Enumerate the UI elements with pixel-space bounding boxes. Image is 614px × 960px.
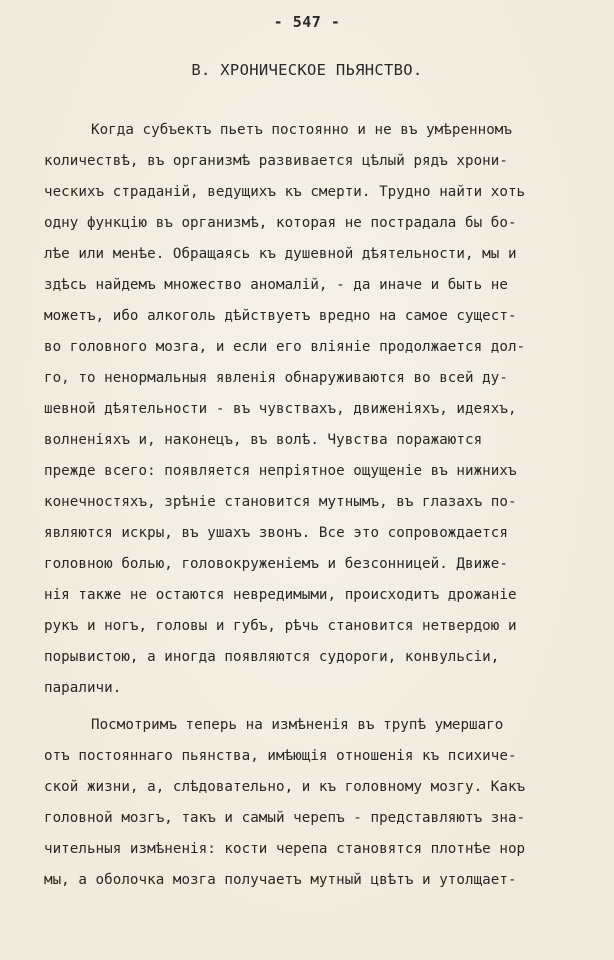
text-line: го, то ненормальныя явленія обнаруживаются во всей ду- bbox=[44, 370, 508, 386]
text-line: прежде всего: появляется непріятное ощущеніе въ нижнихъ bbox=[44, 463, 517, 479]
text-line: здѣсь найдемъ множество аномалій, - да иначе и быть не bbox=[44, 277, 508, 293]
text-line: ческихъ страданій, ведущихъ къ смерти. Трудно найти хоть bbox=[44, 184, 526, 200]
page-number: - 547 - bbox=[273, 13, 341, 31]
text-line: одну функцію въ организмѣ, которая не пострадала бы бо- bbox=[44, 215, 517, 231]
text-line: чительныя измѣненія: кости черепа становятся плотнѣе нор bbox=[44, 841, 526, 857]
text-line: количествѣ, въ организмѣ развивается цѣлый рядъ хрони- bbox=[44, 153, 508, 169]
text-line: рукъ и ногъ, головы и губъ, рѣчь становится нетвердою и bbox=[44, 618, 517, 634]
text-line: головной мозгъ, такъ и самый черепъ - представляютъ зна- bbox=[44, 810, 526, 826]
text-line: порывистою, а иногда появляются судороги, конвульсіи, bbox=[44, 649, 500, 665]
text-line: волненіяхъ и, наконецъ, въ волѣ. Чувства поражаются bbox=[44, 432, 483, 448]
text-line: отъ постояннаго пьянства, имѣющія отношенія къ психиче- bbox=[44, 748, 517, 764]
text-line: мы, а оболочка мозга получаетъ мутный цвѣтъ и утолщает- bbox=[44, 872, 517, 888]
text-line: конечностяхъ, зрѣніе становится мутнымъ, въ глазахъ по- bbox=[44, 494, 517, 510]
text-line: ской жизни, а, слѣдовательно, и къ головному мозгу. Какъ bbox=[44, 779, 526, 795]
text-line: нія также не остаются невредимыми, происходитъ дрожаніе bbox=[44, 587, 517, 603]
text-line: головною болью, головокруженіемъ и безсонницей. Движе- bbox=[44, 556, 508, 572]
text-line: во головного мозга, и если его вліяніе продолжается дол- bbox=[44, 339, 526, 355]
text-line: лѣе или менѣе. Обращаясь къ душевной дѣятельности, мы и bbox=[44, 246, 517, 262]
section-title: В. ХРОНИЧЕСКОЕ ПЬЯНСТВО. bbox=[191, 61, 423, 79]
text-line: можетъ, ибо алкоголь дѣйствуетъ вредно на самое сущест- bbox=[44, 308, 517, 324]
text-line: шевной дѣятельности - въ чувствахъ, движеніяхъ, идеяхъ, bbox=[44, 401, 517, 417]
text-line: Посмотримъ теперь на измѣненія въ трупѣ умершаго bbox=[91, 717, 504, 733]
text-line: параличи. bbox=[44, 680, 122, 696]
text-line: Когда субъектъ пьетъ постоянно и не въ умѣренномъ bbox=[91, 122, 512, 138]
text-line: являются искры, въ ушахъ звонъ. Все это сопровождается bbox=[44, 525, 508, 541]
